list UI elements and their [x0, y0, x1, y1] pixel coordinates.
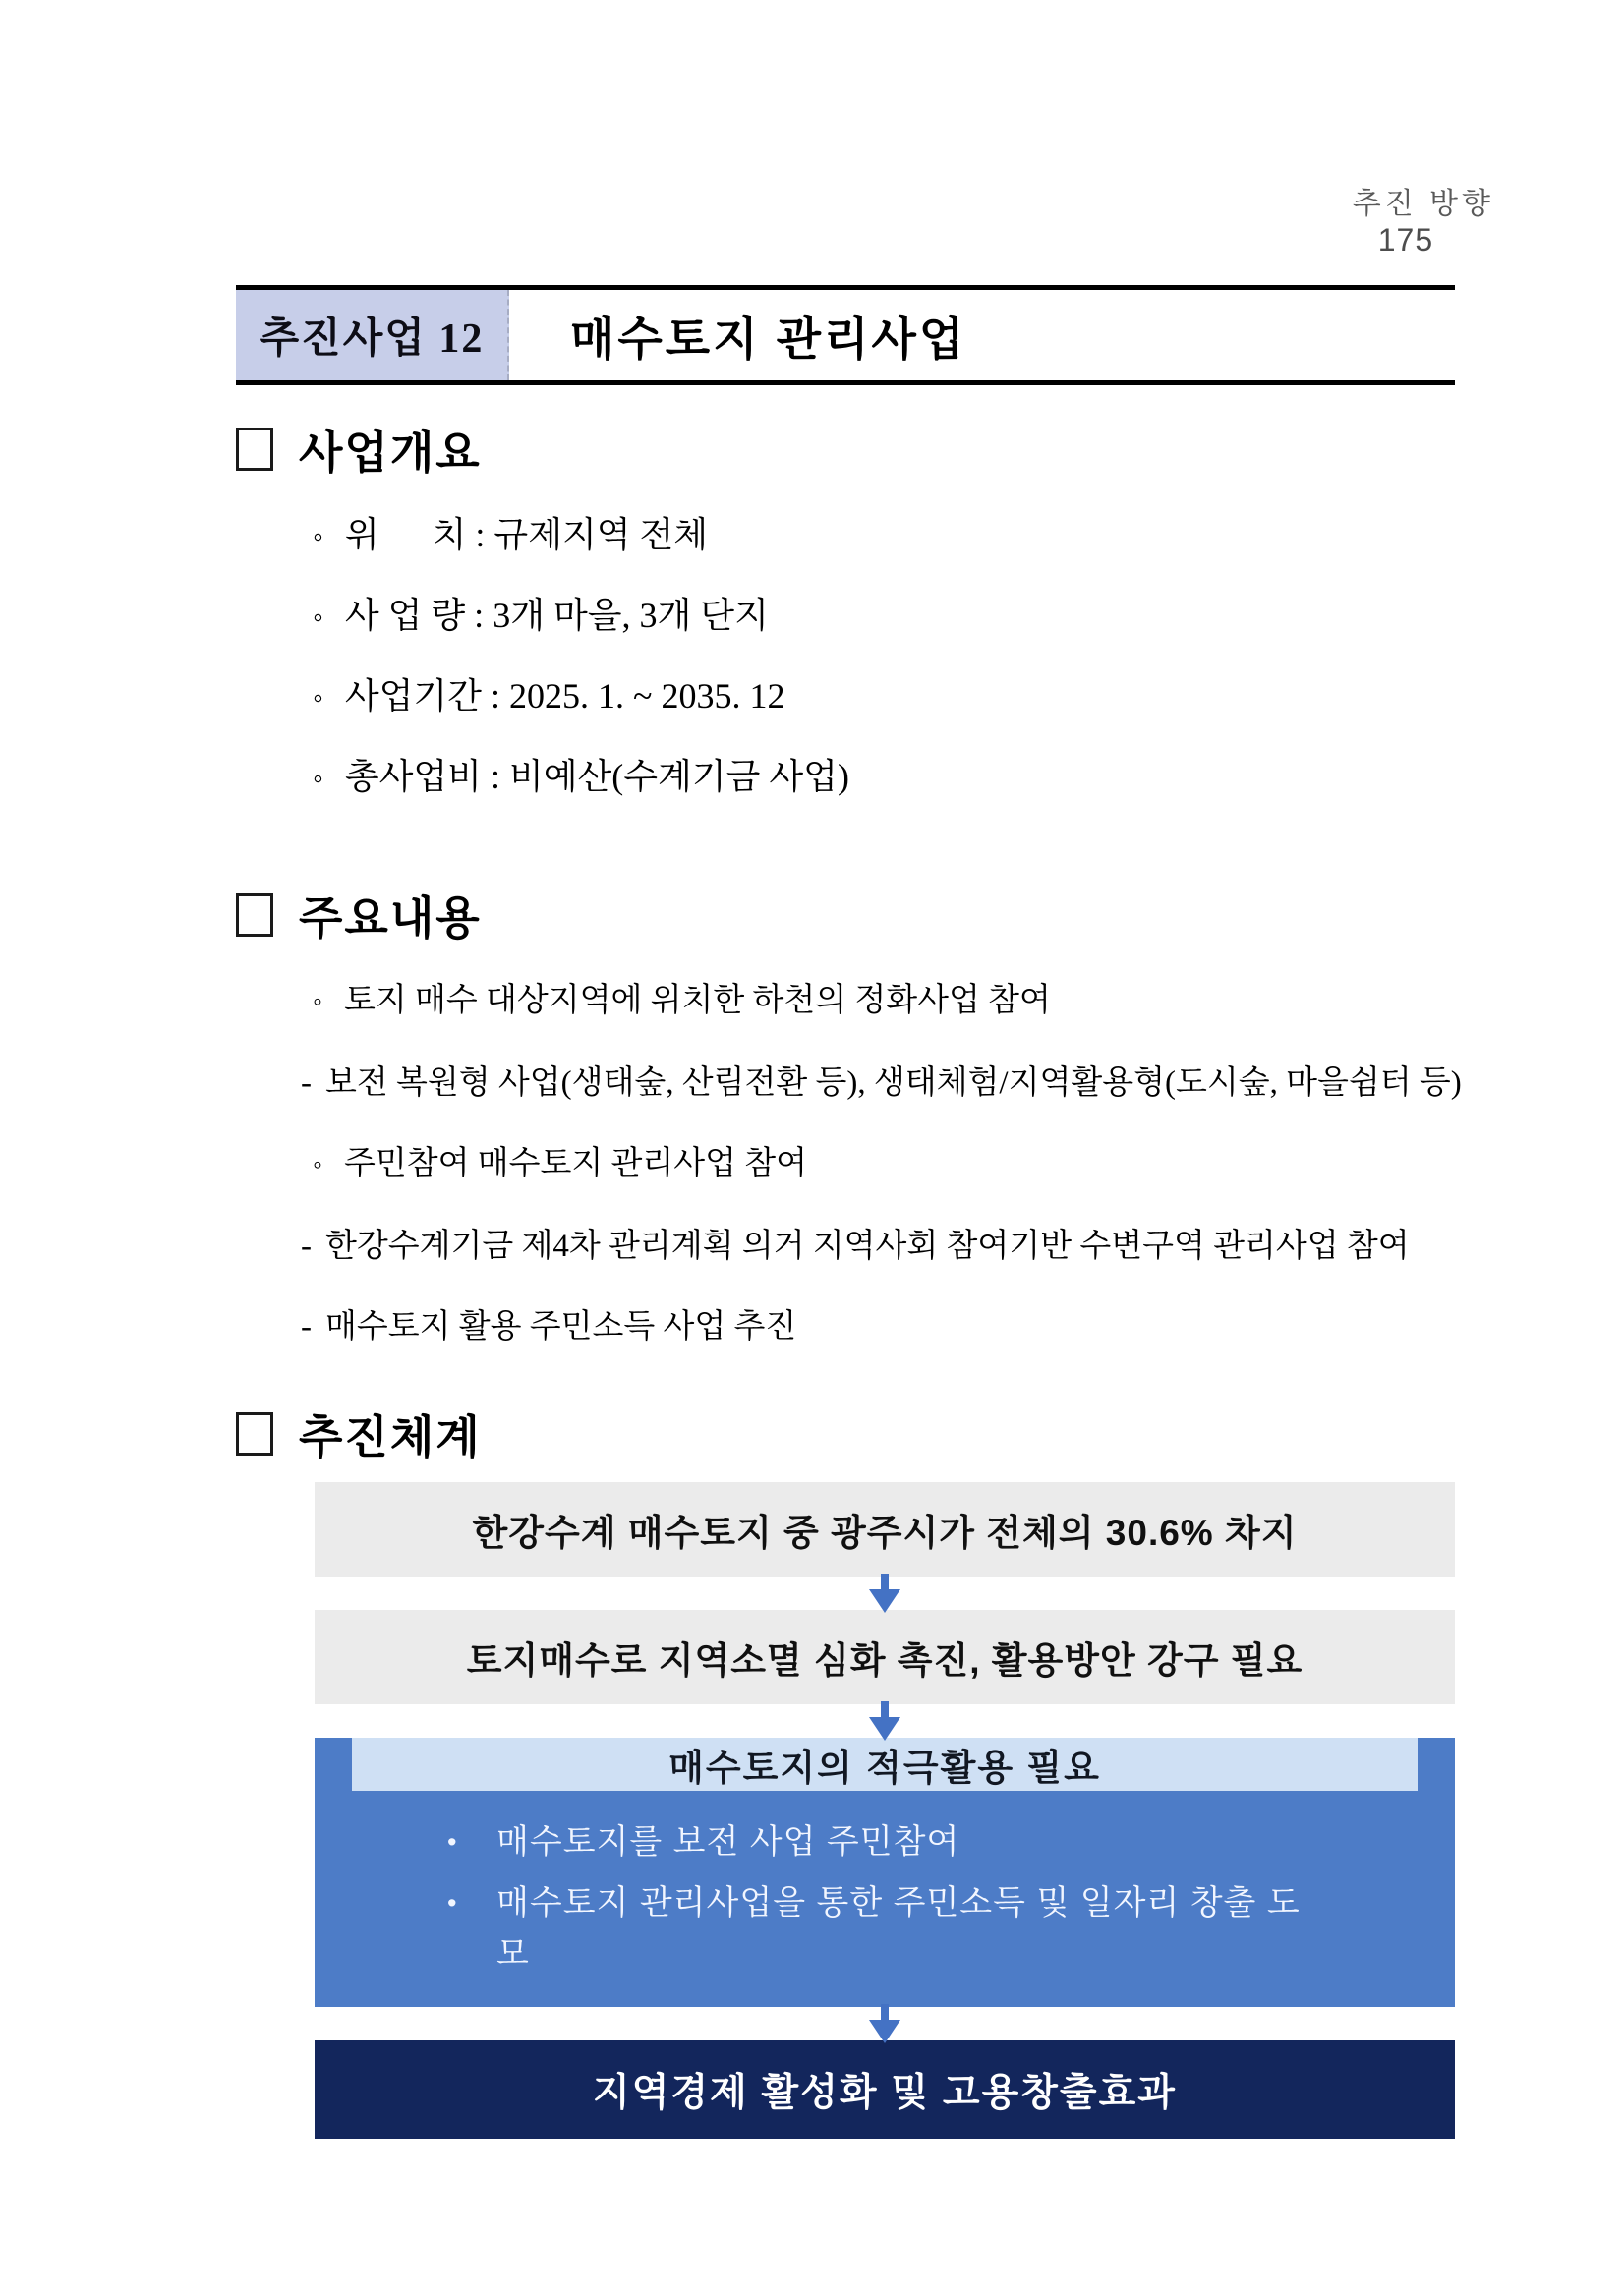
- project-number-badge: 추진사업 12: [236, 290, 509, 380]
- bullet-item: [313, 981, 1573, 1022]
- down-arrow-icon: [315, 1577, 1455, 1610]
- section-heading: [236, 1402, 1573, 1466]
- flow-step-3: [315, 1738, 1455, 2007]
- bullet-text: 사 업 량 : 3개 마을, 3개 단지: [344, 596, 769, 635]
- page-title: 매수토지 관리사업: [570, 312, 967, 365]
- bullet-text: 한강수계기금 제4차 관리계획 의거 지역사회 참여기반 수변구역 관리사업 참여: [325, 1229, 1410, 1264]
- flow-step-3-header: 매수토지의 적극활용 필요: [352, 1738, 1418, 1791]
- bullet-marker-icon: •: [447, 1887, 457, 1918]
- overview-bullet-list: [313, 515, 1573, 798]
- bullet-marker-icon: ◦: [313, 762, 323, 795]
- bullet-marker-icon: -: [301, 1229, 312, 1264]
- bullet-item: [447, 1816, 1303, 1867]
- section-system: [236, 1402, 1573, 1466]
- bullet-text: 매수토지를 보전 사업 주민참여: [496, 1823, 960, 1861]
- bullet-text: 매수토지 활용 주민소득 사업 추진: [325, 1309, 797, 1345]
- running-header-section: 추진 방향: [1352, 188, 1494, 220]
- bullet-text: 토지 매수 대상지역에 위치한 하천의 정화사업 참여: [343, 983, 1051, 1018]
- bullet-text: 총사업비 : 비예산(수계기금 사업): [344, 757, 849, 796]
- checkbox-square-icon: [236, 1412, 273, 1456]
- bullet-item: [301, 1063, 1573, 1103]
- title-bar: [236, 285, 1455, 385]
- bullet-marker-icon: ◦: [313, 520, 323, 553]
- flow-step-4: 지역경제 활성화 및 고용창출효과: [315, 2040, 1455, 2139]
- flow-step-3-bullet-list: [447, 1816, 1416, 1980]
- bullet-item: [313, 515, 1573, 556]
- page-number: 175: [1377, 222, 1434, 258]
- down-arrow-icon: [315, 1704, 1455, 1738]
- bullet-marker-icon: ◦: [313, 1150, 322, 1180]
- bullet-text: 사업기간 : 2025. 1. ~ 2035. 12: [344, 676, 785, 716]
- bullet-text: 매수토지 관리사업을 통한 주민소득 및 일자리 창출 도모: [496, 1884, 1301, 1973]
- bullet-marker-icon: ◦: [313, 987, 322, 1017]
- bullet-marker-icon: •: [447, 1826, 457, 1857]
- bullet-item: [313, 757, 1573, 798]
- section-heading: [236, 883, 1573, 947]
- bullet-item: [313, 1144, 1573, 1185]
- checkbox-square-icon: [236, 428, 273, 471]
- contents-bullet-list: [301, 981, 1573, 1347]
- section-heading: [236, 417, 1573, 482]
- checkbox-square-icon: [236, 893, 273, 937]
- section-overview: [236, 417, 1573, 837]
- flow-step-2: 토지매수로 지역소멸 심화 촉진, 활용방안 강구 필요: [315, 1610, 1455, 1704]
- section-heading-label: 추진체계: [299, 1411, 482, 1463]
- bullet-item: [447, 1877, 1303, 1980]
- bullet-marker-icon: -: [301, 1065, 312, 1101]
- bullet-marker-icon: -: [301, 1309, 312, 1345]
- bullet-item: [301, 1227, 1573, 1266]
- bullet-item: [313, 596, 1573, 637]
- bullet-item: [313, 676, 1573, 718]
- running-header: [1304, 145, 1494, 292]
- section-contents: [236, 883, 1573, 1388]
- flow-step-1: 한강수계 매수토지 중 광주시가 전체의 30.6% 차지: [315, 1482, 1455, 1577]
- bullet-item: [301, 1307, 1573, 1347]
- section-heading-label: 주요내용: [299, 892, 482, 944]
- bullet-marker-icon: ◦: [313, 601, 323, 634]
- bullet-text: 주민참여 매수토지 관리사업 참여: [343, 1146, 807, 1181]
- bullet-text: 보전 복원형 사업(생태숲, 산림전환 등), 생태체험/지역활용형(도시숲, 마을쉼터 등): [325, 1065, 1462, 1101]
- bullet-text: 위 치 : 규제지역 전체: [344, 515, 709, 554]
- section-heading-label: 사업개요: [299, 427, 482, 478]
- process-flow-diagram: [315, 1482, 1455, 2139]
- down-arrow-icon: [315, 2007, 1455, 2040]
- bullet-marker-icon: ◦: [313, 681, 323, 715]
